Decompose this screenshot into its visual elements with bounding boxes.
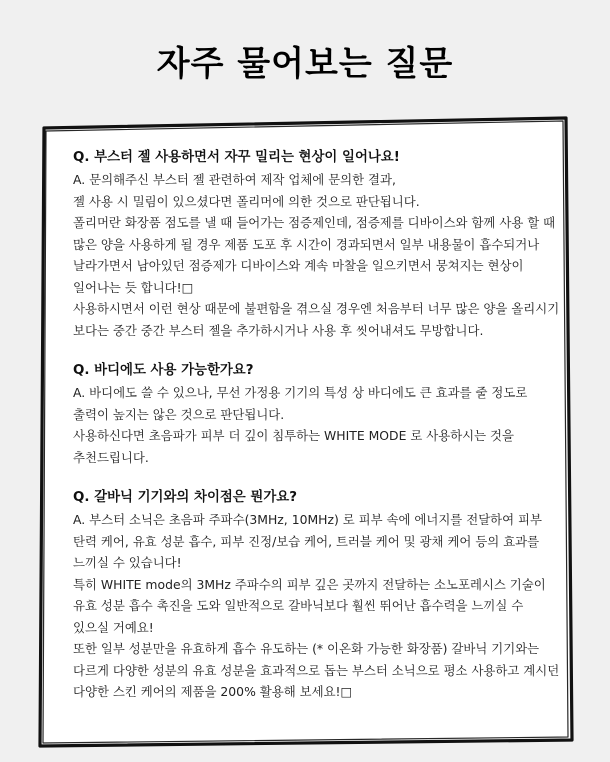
faq-answer-line: 날라가면서 남아있던 점증제가 디바이스와 계속 마찰을 일으키면서 뭉쳐지는 현상이: [73, 258, 524, 273]
faq-answer-line: 다르게 다양한 성분의 유효 성분을 효과적으로 돕는 부스터 소닉으로 평소 사용하고 계시던: [73, 662, 560, 678]
faq-item: [73, 488, 560, 703]
faq-answer-line: 사용하시면서 이런 현상 때문에 불편함을 겪으실 경우엔 처음부터 너무 많은 양을 올리시기: [73, 301, 560, 316]
faq-answer-line: A. 부스터 소닉은 초음파 주파수(3MHz, 10MHz) 로 피부 속에 에너지를 전달하여 피부: [73, 512, 542, 527]
faq-answer-line: 폴리머란 화장품 점도를 낼 때 들어가는 점증제인데, 점증제를 디바이스와 함께 사용 할 때: [73, 215, 556, 230]
faq-answer-line: 유효 성분 흡수 촉진을 도와 일반적으로 갈바닉보다 훨씬 뛰어난 흡수력을 느끼실 수: [73, 598, 524, 613]
faq-answer-line: 많은 양을 사용하게 될 경우 제품 도포 후 시간이 경과되면서 일부 내용물이 흡수되거나: [73, 236, 540, 252]
faq-item: [73, 361, 553, 468]
faq-answer-line: 사용하신다면 초음파가 피부 더 깊이 침투하는 WHITE MODE 로 사용하시는 것을: [73, 428, 514, 443]
faq-item: [73, 148, 560, 341]
page-title: 자주 물어보는 질문: [156, 44, 454, 84]
faq-answer-line: 특히 WHITE mode의 3MHz 주파수의 피부 깊은 곳까지 전달하는 소노포레시스 기술이: [73, 576, 546, 592]
faq-answer-line: 다양한 스킨 케어의 제품을 200% 활용해 보세요!□: [73, 684, 353, 699]
faq-answer: [73, 382, 553, 468]
faq-list: [73, 148, 560, 723]
faq-question: Q. 갈바닉 기기와의 차이점은 뭔가요?: [73, 490, 297, 505]
faq-question: Q. 바디에도 사용 가능한가요?: [73, 363, 254, 378]
faq-answer-line: 일어나는 듯 합니다!□: [73, 279, 194, 295]
faq-answer: [73, 169, 560, 341]
faq-answer-line: A. 문의해주신 부스터 젤 관련하여 제작 업체에 문의한 결과,: [73, 172, 396, 187]
faq-answer-line: 보다는 중간 중간 부스터 젤을 추가하시거나 사용 후 씻어내셔도 무방합니다.: [73, 322, 484, 338]
faq-answer-line: 출력이 높지는 않은 것으로 판단됩니다.: [73, 406, 285, 422]
faq-question: Q. 부스터 젤 사용하면서 자꾸 밀리는 현상이 일어나요!: [73, 150, 400, 165]
faq-answer-line: 또한 일부 성분만을 유효하게 흡수 유도하는 (* 이온화 가능한 화장품) 갈바닉 기기와는: [73, 641, 540, 656]
faq-answer-line: 추천드립니다.: [73, 449, 149, 465]
faq-answer-line: 느끼실 수 있습니다!: [73, 555, 182, 570]
faq-answer-line: 있으실 거예요!: [73, 619, 154, 635]
faq-answer-line: A. 바디에도 쓸 수 있으나, 무선 가정용 기기의 특성 상 바디에도 큰 효과를 줄 정도로: [73, 385, 528, 400]
faq-answer-line: 젤 사용 시 밀림이 있으셨다면 폴리머에 의한 것으로 판단됩니다.: [73, 193, 420, 209]
faq-answer-line: 탄력 케어, 유효 성분 흡수, 피부 진정/보습 케어, 트러블 케어 및 광채 케어 등의 효과를: [73, 533, 540, 549]
faq-answer: [73, 509, 560, 703]
